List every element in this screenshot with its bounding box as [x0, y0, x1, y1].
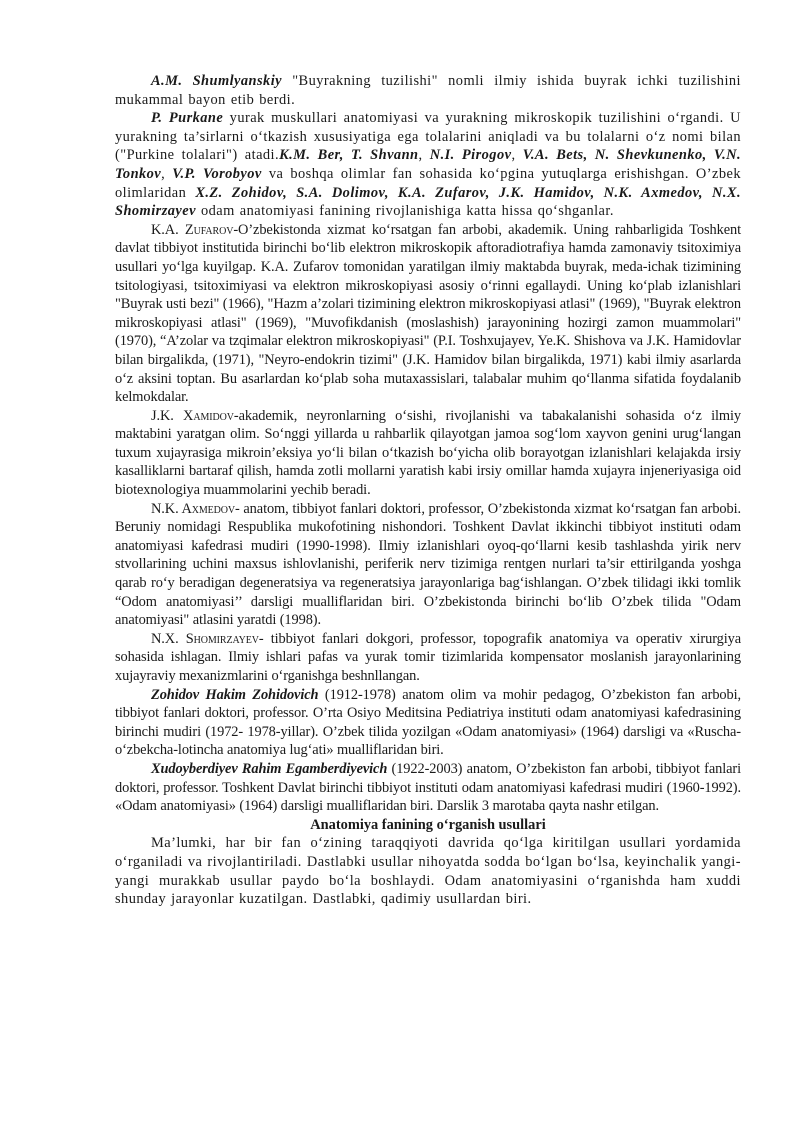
scientist-name: A.M. Shumlyanskiy	[151, 73, 282, 89]
scientist-names: N.I. Pirogov	[429, 147, 512, 164]
paragraph-text: (1912-1978) anatom olim va mohir pedagog, O’zbekiston fan arbobi, tibbiyot fanlari doktori, professor. O’rta Osiyo Meditsina Pediatriya instituti odam anatomiyasi kafedrasining birinchi mudiri (1972- 1978-yillar). O’zbek tilida yozilgan «Odam anatomiyasi» (1964) darsligi va «Ruscha-o‘zbekcha-lotincha anatomiya lug‘ati» mualliflaridan biri.	[115, 686, 741, 759]
paragraph-xudoyberdiyev	[115, 760, 741, 816]
separator: ,	[418, 147, 430, 164]
paragraph-zufarov	[115, 221, 741, 407]
paragraph-shumlyanskiy	[115, 72, 741, 109]
scientist-initials: K.A. Z	[151, 221, 194, 238]
uzbek-scientist-names: X.Z. Zohidov, S.A. Dolimov, K.A. Zufarov, J.K. Hamidov, N.K. Axmedov, N.X. Shomirzayev	[115, 184, 741, 220]
scientist-surname: xmedov	[191, 500, 236, 517]
scientist-names: V.A. Bets, N. Shevkunenko, V.N. Tonkov	[115, 147, 742, 182]
paragraph-text: -akademik, neyronlarning o‘sishi, rivojlanishi va tabakalanishi sohasida o‘z ilmiy maktabini yaratgan olim. So‘nggi yillarda u rahbarlik qilayotgan jamoa sog‘lom xayvon genini urug‘langan tuxum xujayrasiga mikroin’eksiya yo‘li bilan o‘tkazish bo‘yicha olib borayotgan izlanishlari kelajakda irsiy kasalliklarni bartaraf qilish, hamda zotli mollarni yaratish kabi irsiy omillar hamda xujayra injeneriyasiga oid biotexnologiya muammolarini yechib beradi.	[115, 407, 741, 499]
scientist-name: Zohidov Hakim Zohidovich	[151, 686, 319, 703]
text-body	[115, 72, 741, 909]
paragraph-text: va boshqa olimlar fan sohasida ko‘pgina yutuqlarga erishishgan. O’zbek olimlaridan	[115, 165, 741, 201]
scientist-initials: N.X. S	[151, 630, 194, 647]
scientist-initials: N.K. A	[151, 500, 192, 517]
scientist-initials: J.K. X	[151, 407, 194, 424]
separator: ,	[511, 147, 523, 164]
section-heading: Anatomiya fanining o‘rganish usullari	[310, 816, 546, 833]
scientist-name: Xudoyberdiyev Rahim Egamberdiyevich	[151, 760, 388, 777]
paragraph-text: "Buyrakning tuzilishi" nomli ilmiy ishida buyrak ichki tuzilishini mukammal bayon etib berdi.	[115, 73, 741, 108]
separator: ,	[161, 165, 173, 182]
paragraph-methods-intro: Ma’lumki, har bir fan o‘zining taraqqiyoti davrida qo‘lga kiritilgan usullari yordamida o‘rganiladi va rivojlantiriladi. Dastlabki usullar nihoyatda sodda bo‘lgan bo‘lsa, keyinchalik yangi-yangi murakkab usullar paydo bo‘la boshlaydi. Odam anatomiyasini o‘rganishda ham xuddi shunday jarayonlar kuzatilgan. Dastlabki, qadimiy usullardan biri.	[115, 835, 741, 908]
paragraph-purkane	[115, 109, 741, 221]
scientist-names: K.M. Ber, T. Shvann	[279, 147, 419, 164]
paragraph-text: yurak muskullari anatomiyasi va yurakning mikroskopik tuzilishini o‘rgandi. U yurakning ta’sirlarni o‘tkazish xususiyatiga ega tolalarini aniqladi va bu tolalarni o‘z nomi bilan ("Purkine tolalari") atadi.	[115, 110, 741, 164]
scientist-surname: ufarov	[193, 221, 234, 238]
paragraph-hamidov	[115, 407, 741, 500]
scientist-surname: homirzayev	[193, 630, 259, 647]
paragraph-text: odam anatomiyasi fanining rivojlanishiga katta hissa qo‘shganlar.	[195, 203, 614, 220]
paragraph-text: - anatom, tibbiyot fanlari doktori, professor, O’zbekistonda xizmat ko‘rsatgan fan arbobi. Beruniy nomidagi Respublika mukofotining nishondori. Toshkent Davlat ikkinchi tibbiyot instituti odam anatomiyasi kafedrasi mudiri (1990-1998). Ilmiy izlanishlari oyoq-qo‘llarni kesib tashlashda yirik nerv stvollarining uchini maxsus ishlovlanishi, periferik nerv tizimiga rentgen nurlari ta’sir ettirilganda yoshga qarab ro‘y beradigan degeneratsiya va regeneratsiya jarayonlariga bag‘ishlangan. O’zbek tilidagi ikki tomlik “Odom anatomiyasi’’ darsligi mualliflaridan biri. O’zbekistonda birinchi bo‘lib O’zbek tilida "Odam anatomiyasi" atlasini yaratdi (1998).	[115, 500, 742, 629]
paragraph-text: - tibbiyot fanlari dokgori, professor, topografik anatomiya va operativ xirurgiya sohasida ishlagan. Ilmiy ishlari pafas va yurak tomir tizimlarida kompensator moslanish jarayonlarining xujayraviy mexanizmlarini o‘rganishga beshnllangan.	[115, 630, 741, 684]
scientist-surname: amidov	[193, 407, 234, 424]
scientist-name: P. Purkane	[151, 110, 224, 127]
paragraph-axmedov	[115, 500, 741, 630]
scientist-names: V.P. Vorobyov	[172, 165, 262, 182]
paragraph-text: (1922-2003) anatom, O’zbekiston fan arbobi, tibbiyot fanlari doktori, professor. Toshkent Davlat birinchi tibbiyot instituti odam anatomiyasi kafedrasi mudiri (1960-1992). «Odam anatomiyasi» (1964) darsligi mualliflaridan biri. Darslik 3 marotaba qayta nashr etilgan.	[115, 760, 741, 815]
paragraph-shomirzayev	[115, 630, 741, 686]
paragraph-text: -O’zbekistonda xizmat ko‘rsatgan fan arbobi, akademik. Uning rahbarligida Toshkent davlat tibbiyot institutida birinchi bo‘lib elektron mikroskopik aftoradiotrafiya hamda zamonaviy tsitoximiya usullari yo‘lga kuyilgap. K.A. Zufarov tomonidan yaratilgan ilmiy maktabda buyrak, meda-ichak tizimining tsitologiyasi, tsitoximiyasi va elektron mikroskopiyasi asosiy o‘rinni egallaydi. Uning ko‘plab izlanishlari "Buyrak usti bezi" (1966), "Hazm a’zolari tizimining elektron mikroskopiyasi atlasi" (1969), "Buyrak elektron mikroskopiyasi atlasi" (1969), "Muvofikdanish (moslashish) jarayonining hozirgi zamon muammolari" (1970), “A’zolar va tzqimalar elektron mikroskopiyasi" (P.I. Toshxujayev, Ye.K. Shishova va J.K. Hamidovlar bilan birgalikda, (1971), "Neyro-endokrin tizimi" (J.K. Hamidov bilan birgalikda, 1971) kabi ilmiy asarlarda o‘z aksini toptan. Bu asarlardan ko‘plab soha mutaxassislari, talabalar muhim qo‘llanma sifatida foydalanib kelmokdalar.	[115, 221, 741, 406]
paragraph-zohidov	[115, 686, 741, 760]
